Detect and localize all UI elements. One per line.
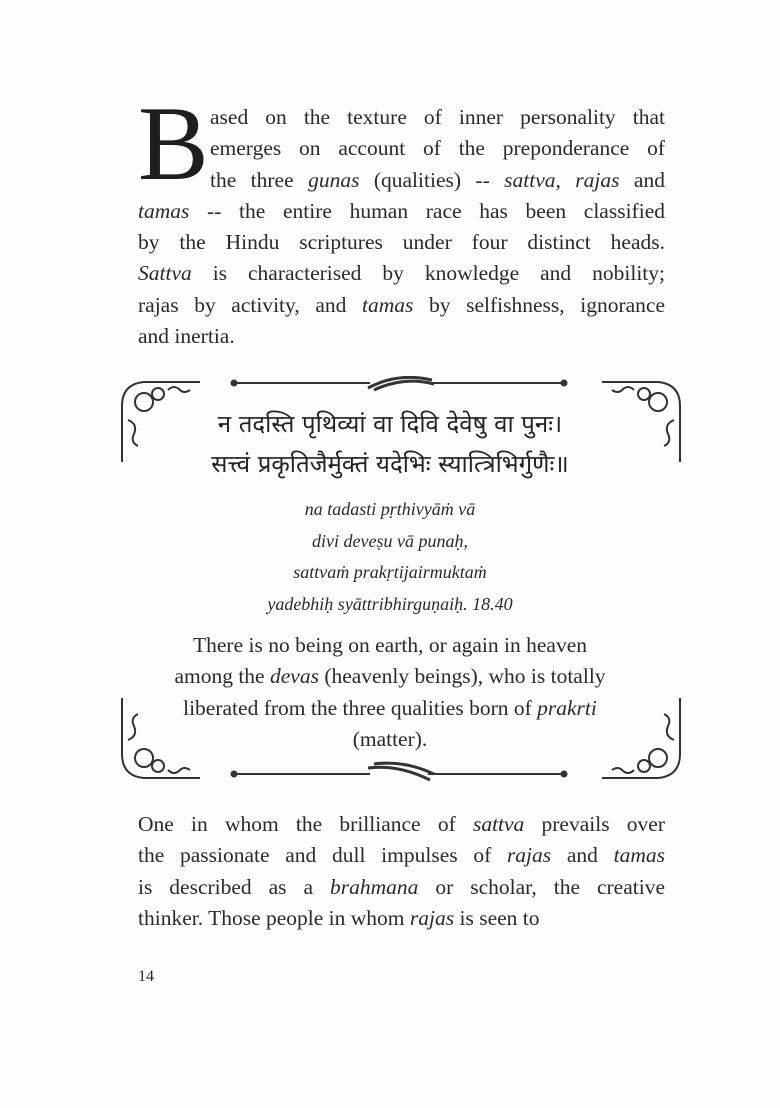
translit-line: na tadasti pṛthivyāṁ vā — [304, 499, 476, 519]
verse-line: सत्त्वं प्रकृतिजैर्मुक्तं यदेभिः स्यात्त्रिभिर्गुणैः॥ — [211, 450, 569, 478]
text-run: and — [619, 167, 665, 192]
italic-term: prakrti — [537, 695, 597, 720]
text-run: prevails over — [524, 812, 666, 836]
transliteration — [120, 494, 660, 620]
text-line — [138, 227, 665, 258]
sanskrit-verse — [120, 404, 660, 484]
text-run: and — [551, 843, 614, 868]
italic-term: devas — [269, 664, 319, 689]
text-run: There is no being on earth, or again in heaven — [192, 633, 588, 657]
text-run: (heavenly beings), who is totally — [318, 664, 606, 689]
corner-flourish-icon — [122, 698, 200, 778]
text-line — [138, 290, 665, 321]
italic-term: tamas — [138, 198, 190, 223]
translit-line: divi deveṣu vā punaḥ, — [312, 530, 468, 551]
italic-term: gunas — [308, 167, 360, 192]
text-run: among the — [174, 664, 270, 689]
verse-line: न तदस्ति पृथिव्यां वा दिवि देवेषु वा पुनः। — [217, 410, 563, 438]
text-run: is seen to — [454, 905, 540, 930]
italic-term: sattva, rajas — [504, 167, 620, 192]
swash-icon — [368, 763, 434, 780]
text-line — [138, 872, 665, 903]
text-line — [138, 840, 665, 871]
italic-term: tamas — [613, 843, 665, 868]
italic-term: rajas — [506, 843, 552, 868]
text-run: rajas by activity, and — [138, 292, 363, 317]
text-run: is described as a — [138, 874, 330, 899]
italic-term: Sattva — [138, 261, 192, 286]
swash-icon — [368, 377, 434, 390]
italic-term: brahmana — [329, 874, 419, 899]
drop-cap: B — [138, 85, 209, 202]
text-line — [120, 661, 660, 692]
text-run: One in whom the brilliance of — [138, 812, 473, 836]
text-line — [138, 196, 665, 227]
paragraph-body — [138, 809, 665, 934]
page-number: 14 — [138, 968, 154, 985]
text-run: emerges on account of the preponderance of — [210, 136, 665, 161]
text-line — [138, 321, 665, 352]
corner-flourish-icon — [602, 698, 680, 778]
text-line — [138, 903, 665, 934]
translit-line: yadebhiḥ syāttribhirguṇaiḥ. 18.40 — [267, 593, 513, 614]
text-run: the passionate and dull impulses of — [138, 843, 507, 868]
text-run: is characterised by knowledge and nobility; — [191, 261, 665, 286]
verse-bottom-ornament — [118, 694, 684, 784]
text-run: -- the entire human race has been classified — [189, 198, 665, 223]
text-run: by the Hindu scriptures under four distinct heads. — [138, 230, 665, 255]
text-run: (qualities) -- — [359, 167, 505, 192]
text-line — [138, 809, 665, 840]
text-run: (matter). — [352, 726, 428, 751]
text-run: the three — [210, 167, 309, 192]
text-run: thinker. Those people in whom — [138, 905, 410, 930]
text-line — [120, 630, 660, 661]
text-line — [138, 133, 665, 164]
italic-term: rajas — [409, 905, 455, 930]
text-run: by selfishness, ignorance — [413, 292, 666, 317]
paragraph-intro — [138, 102, 665, 352]
text-run: ased on the texture of inner personality that — [210, 105, 665, 129]
text-run: and inertia. — [138, 324, 235, 349]
text-line — [138, 258, 665, 289]
text-line — [138, 165, 665, 196]
text-run: or scholar, the creative — [418, 874, 665, 899]
italic-term: tamas — [362, 292, 414, 317]
italic-term: sattva — [472, 812, 525, 836]
text-run: liberated from the three qualities born of — [183, 695, 538, 720]
translit-line: sattvaṁ prakṛtijairmuktaṁ — [293, 562, 487, 582]
text-line — [138, 102, 665, 133]
